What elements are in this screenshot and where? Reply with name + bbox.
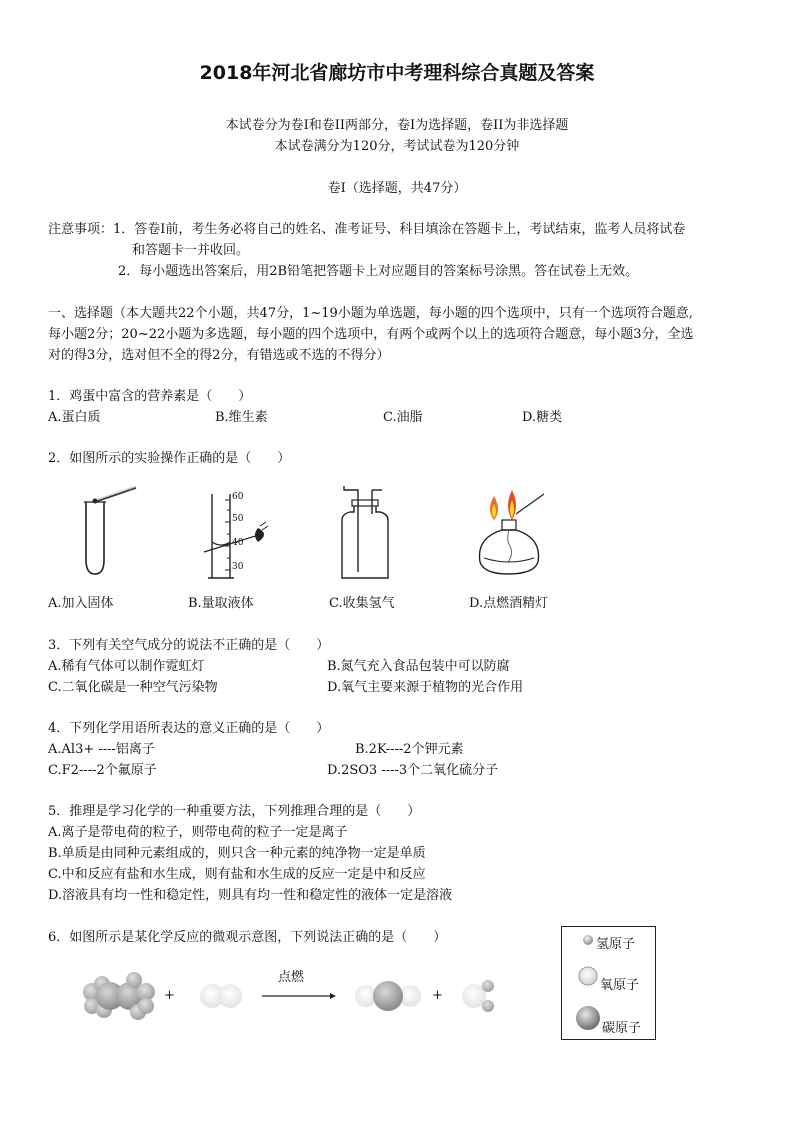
alcohol-lamp-figure bbox=[472, 486, 552, 580]
q3-option-a: A.稀有气体可以制作霓虹灯 bbox=[48, 659, 205, 674]
q3-option-d: D.氧气主要来源于植物的光合作用 bbox=[327, 680, 524, 695]
section-title: 卷Ⅰ（选择题，共47分） bbox=[327, 181, 467, 196]
oxygen-atom-icon bbox=[579, 967, 597, 985]
legend-oxygen-label: 氧原子 bbox=[600, 978, 640, 993]
legend-carbon-label: 碳原子 bbox=[602, 1021, 642, 1036]
q4-option-b: B.2K----2个钾元素 bbox=[355, 742, 464, 757]
q1-option-c: C.油脂 bbox=[383, 410, 423, 425]
instructions-line-1: 一、选择题（本大题共22个小题，共47分，1~19小题为单选题，每小题的四个选项中，只有一个选项符合题意, bbox=[48, 306, 693, 321]
plus-sign-1: + bbox=[164, 988, 175, 1003]
q4-stem: 4．下列化学用语所表达的意义正确的是（ ） bbox=[48, 721, 330, 736]
notes-label: 注意事项： bbox=[48, 222, 114, 237]
instructions-line-2: 每小题2分；20~22小题为多选题，每小题的四个选项中，有两个或两个以上的选项符合题意，每小题3分，全选 bbox=[48, 327, 694, 342]
q5-option-a: A.离子是带电荷的粒子，则带电荷的粒子一定是离子 bbox=[48, 825, 348, 840]
reactant-molecule-1 bbox=[83, 972, 155, 1020]
reaction-condition: 点燃 bbox=[278, 970, 305, 985]
legend-hydrogen-label: 氢原子 bbox=[596, 937, 636, 952]
note-item-1-line-1: 1．答卷Ⅰ前，考生务必将自己的姓名、准考证号、科目填涂在答题卡上，考试结束，监考人员将试卷 bbox=[113, 222, 686, 237]
instructions-line-3: 对的得3分，选对但不全的得2分，有错选或不选的不得分） bbox=[48, 348, 390, 363]
product-molecule-2 bbox=[462, 980, 494, 1012]
q2-option-b: B.量取液体 bbox=[188, 596, 254, 611]
note-item-1-line-2: 和答题卡一并收回。 bbox=[132, 243, 250, 258]
q4-option-a: A.Al3+ ----铝离子 bbox=[48, 742, 155, 757]
cylinder-tick-40: 40 bbox=[232, 538, 244, 548]
atom-legend bbox=[561, 926, 656, 1040]
q3-option-c: C.二氧化碳是一种空气污染物 bbox=[48, 680, 218, 695]
hydrogen-atom-icon bbox=[583, 935, 593, 945]
q4-option-d: D.2SO3 ----3个二氧化硫分子 bbox=[327, 763, 499, 778]
intro-line-1: 本试卷分为卷Ⅰ和卷II两部分，卷Ⅰ为选择题，卷II为非选择题 bbox=[225, 118, 569, 133]
q6-stem: 6．如图所示是某化学反应的微观示意图，下列说法正确的是（ ） bbox=[48, 930, 447, 945]
page-title: 2018年河北省廊坊市中考理科综合真题及答案 bbox=[199, 62, 595, 84]
gas-collection-bottle-figure bbox=[336, 484, 396, 580]
q2-option-c: C.收集氢气 bbox=[329, 596, 395, 611]
q5-option-d: D.溶液具有均一性和稳定性，则具有均一性和稳定性的液体一定是溶液 bbox=[48, 888, 453, 903]
cylinder-tick-60: 60 bbox=[232, 492, 244, 502]
q3-option-b: B.氮气充入食品包装中可以防腐 bbox=[327, 659, 510, 674]
q3-stem: 3．下列有关空气成分的说法不正确的是（ ） bbox=[48, 638, 330, 653]
q2-stem: 2．如图所示的实验操作正确的是（ ） bbox=[48, 451, 291, 466]
notes-label-line bbox=[48, 218, 685, 237]
note-item-2: 2．每小题选出答案后，用2B铅笔把答题卡上对应题目的答案标号涂黑。答在试卷上无效。 bbox=[118, 264, 639, 279]
q1-option-d: D.糖类 bbox=[522, 410, 563, 425]
q5-option-c: C.中和反应有盐和水生成，则有盐和水生成的反应一定是中和反应 bbox=[48, 867, 426, 882]
cylinder-tick-30: 30 bbox=[232, 562, 244, 572]
reactant-molecule-2 bbox=[200, 984, 242, 1008]
intro-line-2: 本试卷满分为120分，考试试卷为120分钟 bbox=[274, 139, 520, 154]
test-tube-figure bbox=[78, 482, 142, 582]
q1-option-a: A.蛋白质 bbox=[48, 410, 101, 425]
q1-option-b: B.维生素 bbox=[215, 410, 268, 425]
q1-stem: 1．鸡蛋中富含的营养素是（ ） bbox=[48, 389, 252, 404]
q4-option-c: C.F2----2个氟原子 bbox=[48, 763, 157, 778]
q2-option-a: A.加入固体 bbox=[48, 596, 114, 611]
q2-option-d: D.点燃酒精灯 bbox=[469, 596, 549, 611]
q5-stem: 5．推理是学习化学的一种重要方法，下列推理合理的是（ ） bbox=[48, 804, 421, 819]
plus-sign-2: + bbox=[432, 988, 443, 1003]
q5-option-b: B.单质是由同种元素组成的，则只含一种元素的纯净物一定是单质 bbox=[48, 846, 426, 861]
carbon-atom-icon bbox=[576, 1006, 600, 1030]
cylinder-tick-50: 50 bbox=[232, 514, 244, 524]
product-molecule-1 bbox=[355, 981, 421, 1011]
